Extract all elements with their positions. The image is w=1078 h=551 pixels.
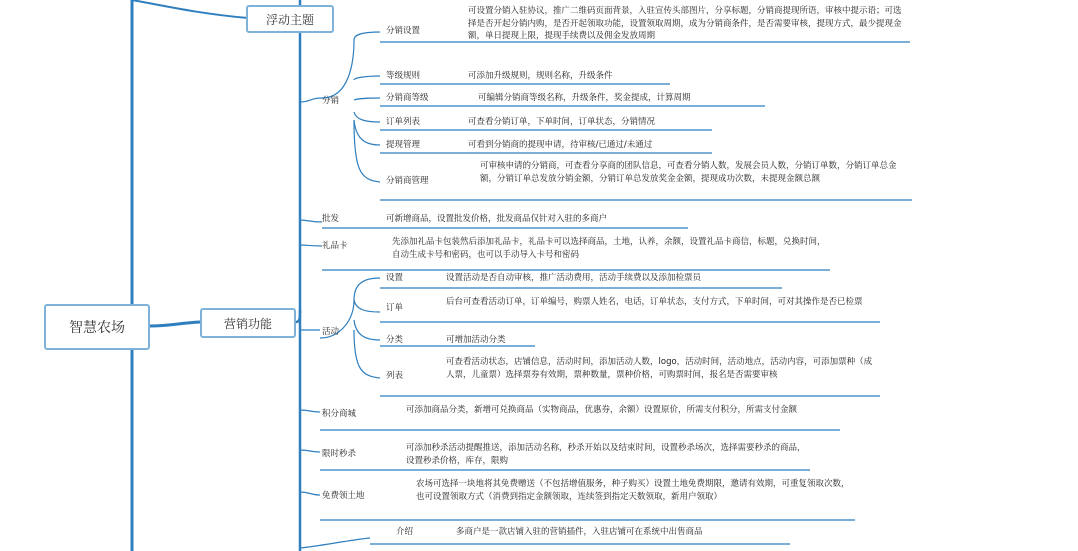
group-jifen[interactable]: 积分商城: [322, 409, 357, 419]
fenxiao-item-desc: 可审核申请的分销商，可查看分享商的团队信息，可查看分销人数，发展会员人数，分销订单数，分销订单总金额，分销订单总发放分销金额，分销订单总发放奖金金额，提现成功次数，未提现金额总额: [480, 161, 897, 184]
group-miaosha[interactable]: 限时秒杀: [322, 449, 357, 459]
fenxiao-item-desc: 可看到分销商的提现申请，待审核/已通过/未通过: [468, 140, 653, 150]
fenxiao-item-desc: 可编辑分销商等级名称，升级条件，奖金提成，计算周期: [478, 93, 691, 103]
fenxiao-item-name[interactable]: 分销设置: [386, 26, 421, 36]
fenxiao-item-desc: 可添加升级规则，规则名称，升级条件: [468, 71, 613, 81]
huodong-item-desc: 可查看活动状态，店铺信息，活动时间，添加活动人数，logo，活动时间，活动地点，活动内容，可添加票种（成人票，儿童票）选择票券有效期，票种数量，票种价格，可购票时间，报名是否需要审核: [446, 357, 873, 380]
group-lipin[interactable]: 礼品卡: [322, 241, 348, 251]
huodong-item-desc: 后台可查看活动订单，订单编号，购票人姓名，电话，订单状态，支付方式，下单时间，可对其操作是否已检票: [446, 297, 863, 307]
fenxiao-item-desc: 可设置分销入驻协议，推广二维码页面背景，入驻宣传头部图片，分享标题，分销商提现所语，审核中提示语；可选择是否开起分销内购，是否开起领取功能，设置领取周期，成为分销商条件，是否需要审核，提现方式，最少提现金额，单日提现上限，提现手续费以及佣金发放周期: [468, 6, 902, 41]
branch-marketing[interactable]: 营销功能: [200, 308, 296, 338]
branch-float-theme[interactable]: 浮动主题: [246, 5, 334, 33]
fenxiao-item-name[interactable]: 分销商等级: [386, 93, 429, 103]
fenxiao-item-name[interactable]: 订单列表: [386, 117, 421, 127]
fenxiao-item-name[interactable]: 分销商管理: [386, 176, 429, 186]
huodong-item-name[interactable]: 订单: [386, 303, 404, 313]
fenxiao-item-name[interactable]: 等级规则: [386, 71, 421, 81]
root-node[interactable]: 智慧农场: [44, 304, 150, 350]
miaosha-desc: 可添加秒杀活动提醒推送，添加活动名称，秒杀开始以及结束时间，设置秒杀场次，选择需要秒杀的商品，设置秒杀价格，库存，限购: [406, 443, 806, 466]
huodong-item-name[interactable]: 设置: [386, 273, 404, 283]
fenxiao-item-desc: 可查看分销订单，下单时间，订单状态，分销情况: [468, 117, 656, 127]
huodong-item-desc: 可增加活动分类: [446, 335, 506, 345]
mianfei-desc: 农场可选择一块地将其免费赠送（不包括增值服务，种子购买）设置土地免费期限，邀请有效期，可重复领取次数，也可设置领取方式（消费到指定金额领取，连续签到指定天数领取，新用户领取）: [416, 479, 850, 502]
pifa-desc: 可新增商品，设置批发价格，批发商品仅针对入驻的多商户: [386, 214, 608, 224]
fenxiao-item-name[interactable]: 提现管理: [386, 140, 421, 150]
duoshanghu-item-name[interactable]: 介绍: [396, 527, 414, 537]
duoshanghu-desc: 多商户是一款店铺入驻的营销插件，入驻店铺可在系统中出售商品: [456, 527, 703, 537]
lipin-desc: 先添加礼品卡包装然后添加礼品卡，礼品卡可以选择商品，土地，认养，余额，设置礼品卡商信，标题，兑换时间，自动生成卡号和密码，也可以手动导入卡号和密码: [392, 237, 826, 260]
group-huodong[interactable]: 活动: [322, 327, 340, 337]
group-mianfei[interactable]: 免费领土地: [322, 491, 365, 501]
group-pifa[interactable]: 批发: [322, 214, 340, 224]
huodong-item-name[interactable]: 列表: [386, 371, 404, 381]
jifen-desc: 可添加商品分类，新增可兑换商品（实物商品，优惠券，余额）设置原价，所需支付积分，所需支付金额: [406, 405, 798, 415]
group-fenxiao[interactable]: 分销: [322, 96, 340, 106]
huodong-item-name[interactable]: 分类: [386, 335, 404, 345]
huodong-item-desc: 设置活动是否自动审核，推广活动费用，活动手续费以及添加检票员: [446, 273, 702, 283]
